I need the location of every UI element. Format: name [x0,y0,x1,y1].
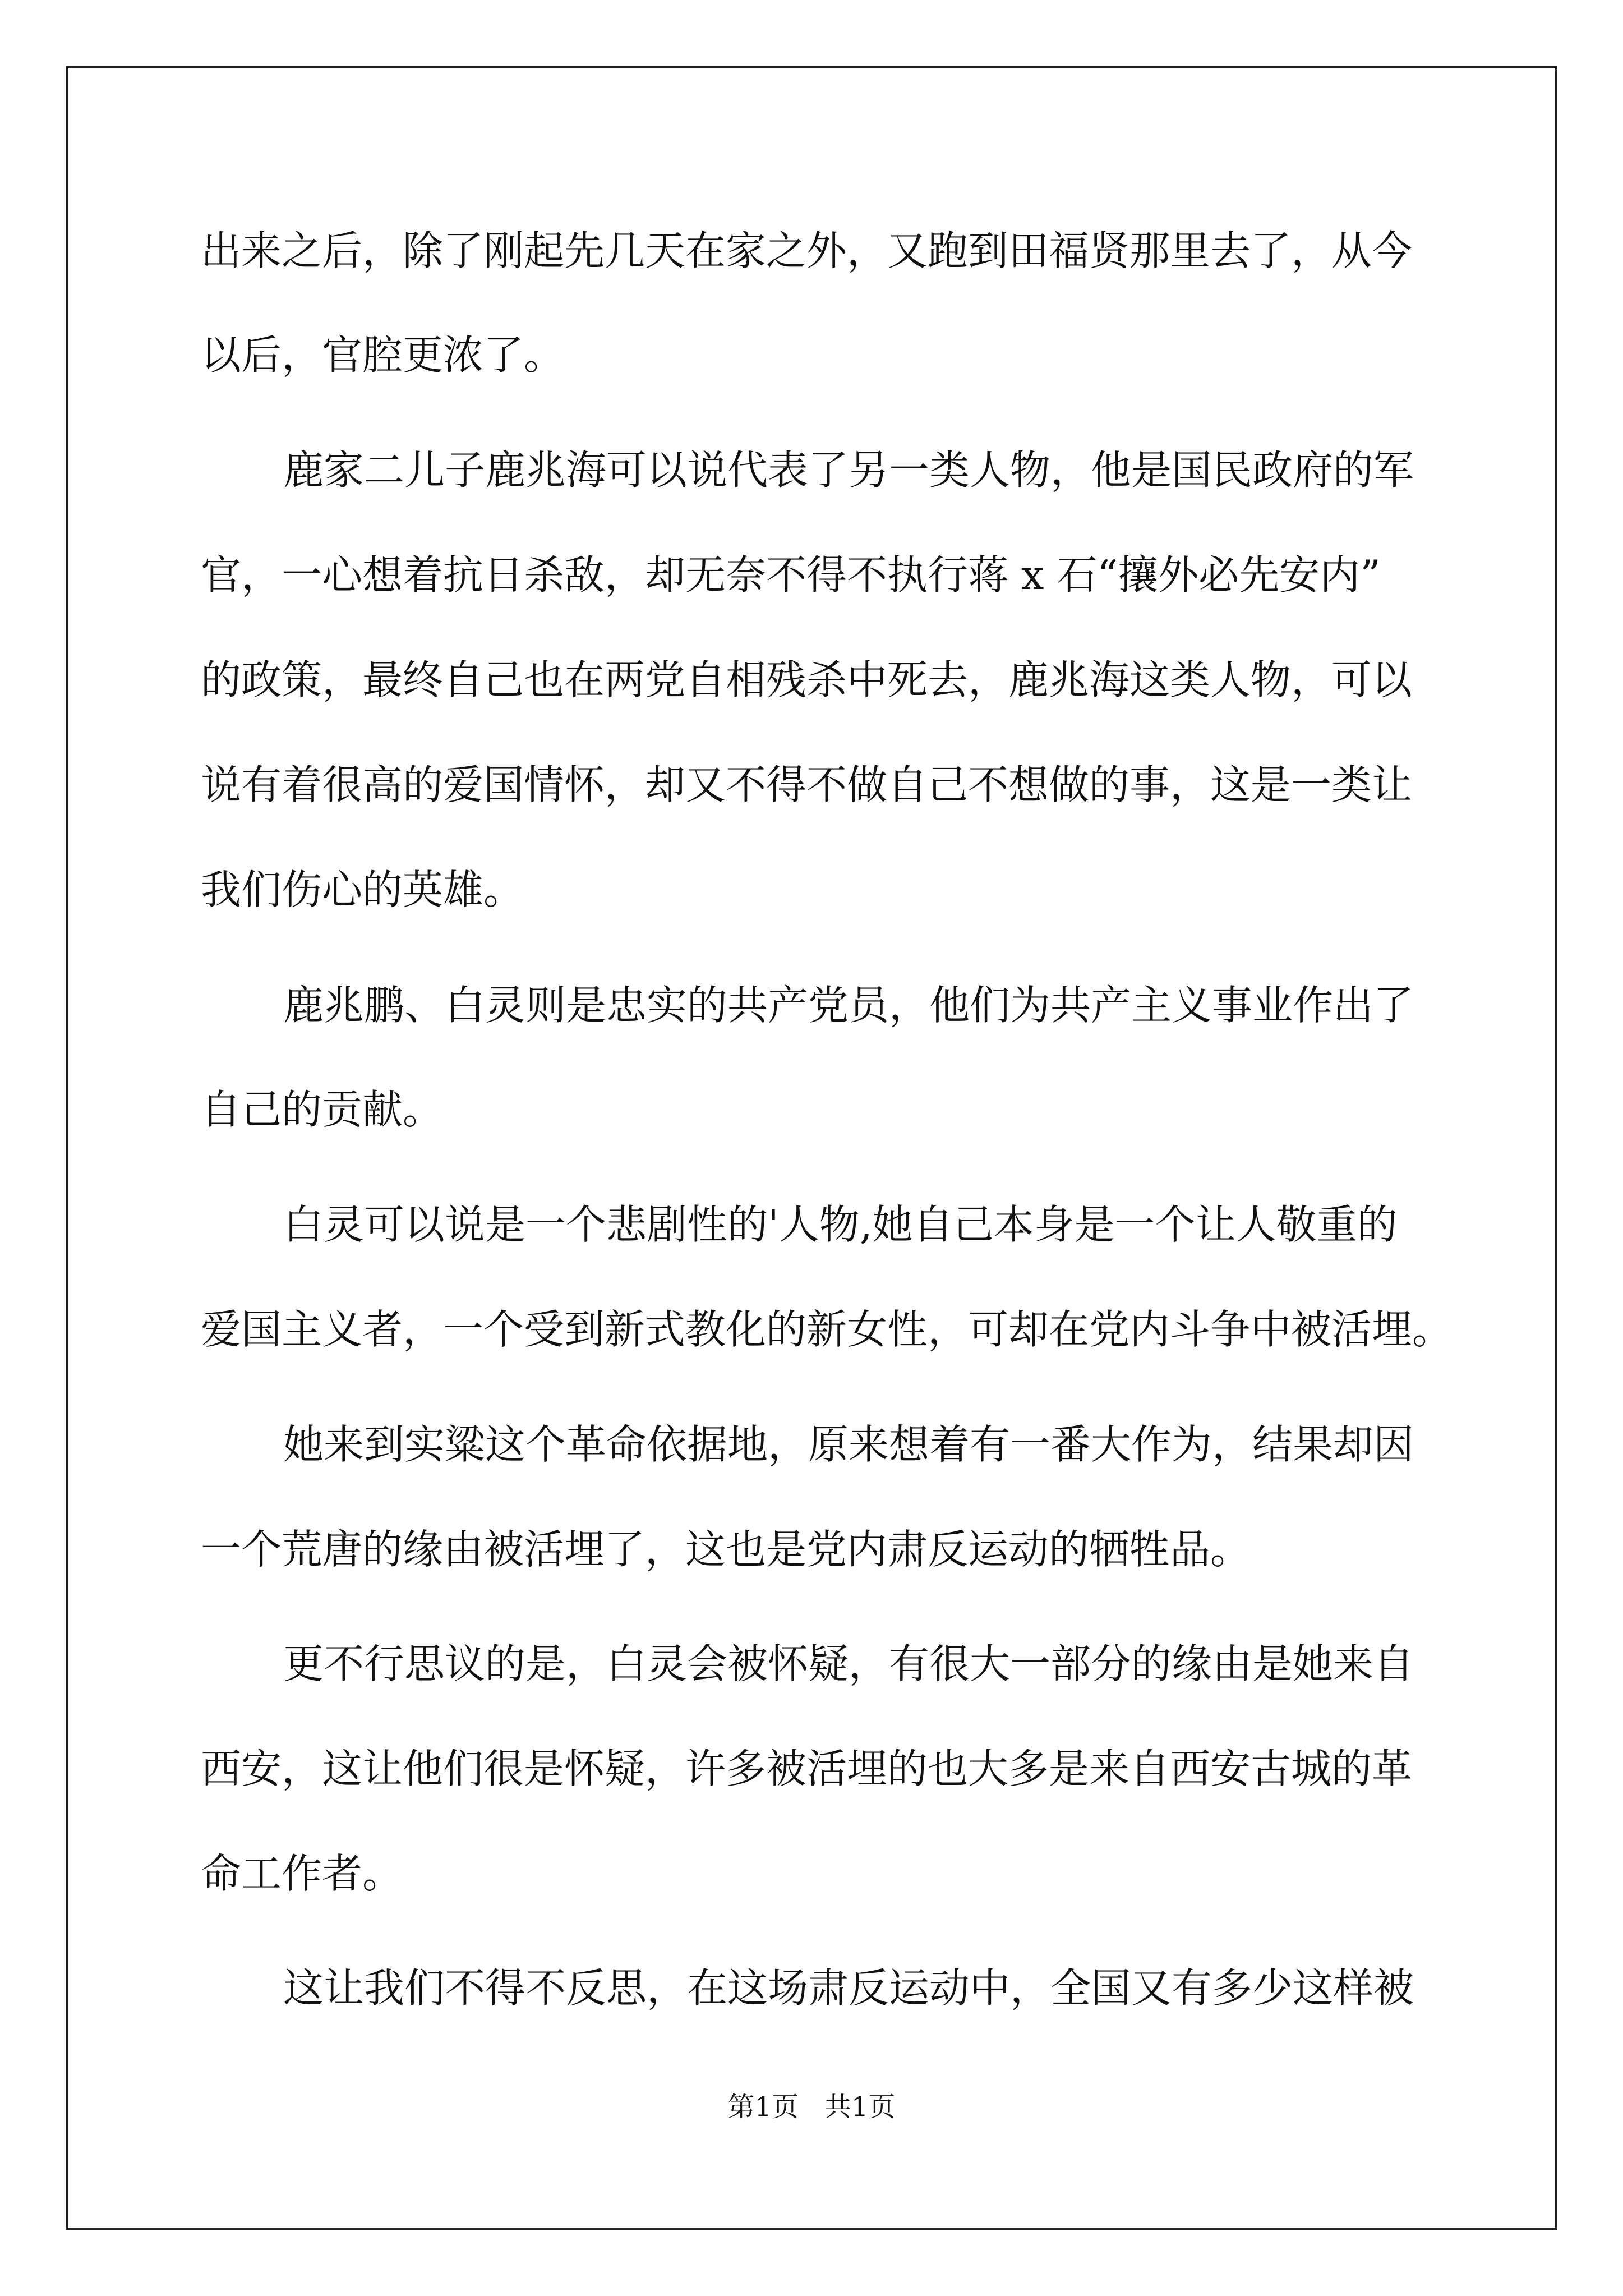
paragraph-first-line: 鹿家二儿子鹿兆海可以说代表了另一类人物，他是国民政府的军 [283,447,1414,494]
text-line: 爱国主义者，一个受到新式教化的新女性，可却在党内斗争中被活埋。 [201,1306,1453,1353]
paragraph-first-line: 白灵可以说是一个悲剧性的'人物,她自己本身是一个让人敬重的 [283,1201,1398,1248]
text-line: 出来之后，除了刚起先几天在家之外，又跑到田福贤那里去了，从今 [201,227,1413,274]
paragraph-first-line: 这让我们不得不反思，在这场肃反运动中，全国又有多少这样被 [283,1964,1414,2012]
text-line: 说有着很高的爱国情怀，却又不得不做自己不想做的事，这是一类让 [201,761,1413,808]
text-line: 的政策，最终自己也在两党自相残杀中死去，鹿兆海这类人物，可以 [201,656,1413,703]
paragraph-first-line: 鹿兆鹏、白灵则是忠实的共产党员，他们为共产主义事业作出了 [283,982,1414,1029]
text-line: 我们伤心的英雄。 [201,866,524,913]
paragraph-first-line: 更不行思议的是，白灵会被怀疑，有很大一部分的缘由是她来自 [283,1640,1414,1687]
page-number-footer: 第1页 共1页 [727,2091,896,2123]
text-line: 以后，官腔更浓了。 [201,332,565,379]
text-line: 西安，这让他们很是怀疑，许多被活埋的也大多是来自西安古城的革 [201,1745,1413,1792]
text-line: 命工作者。 [201,1850,403,1897]
text-line: 自己的贡献。 [201,1086,444,1133]
paragraph-first-line: 她来到实粱这个革命依据地，原来想着有一番大作为，结果却因 [283,1421,1414,1468]
text-line: 一个荒唐的缘由被活埋了，这也是党内肃反运动的牺牲品。 [201,1526,1251,1573]
text-line: 官，一心想着抗日杀敌，却无奈不得不执行蒋 x 石“攘外必先安内” [201,551,1381,599]
page-border [66,66,1557,2230]
